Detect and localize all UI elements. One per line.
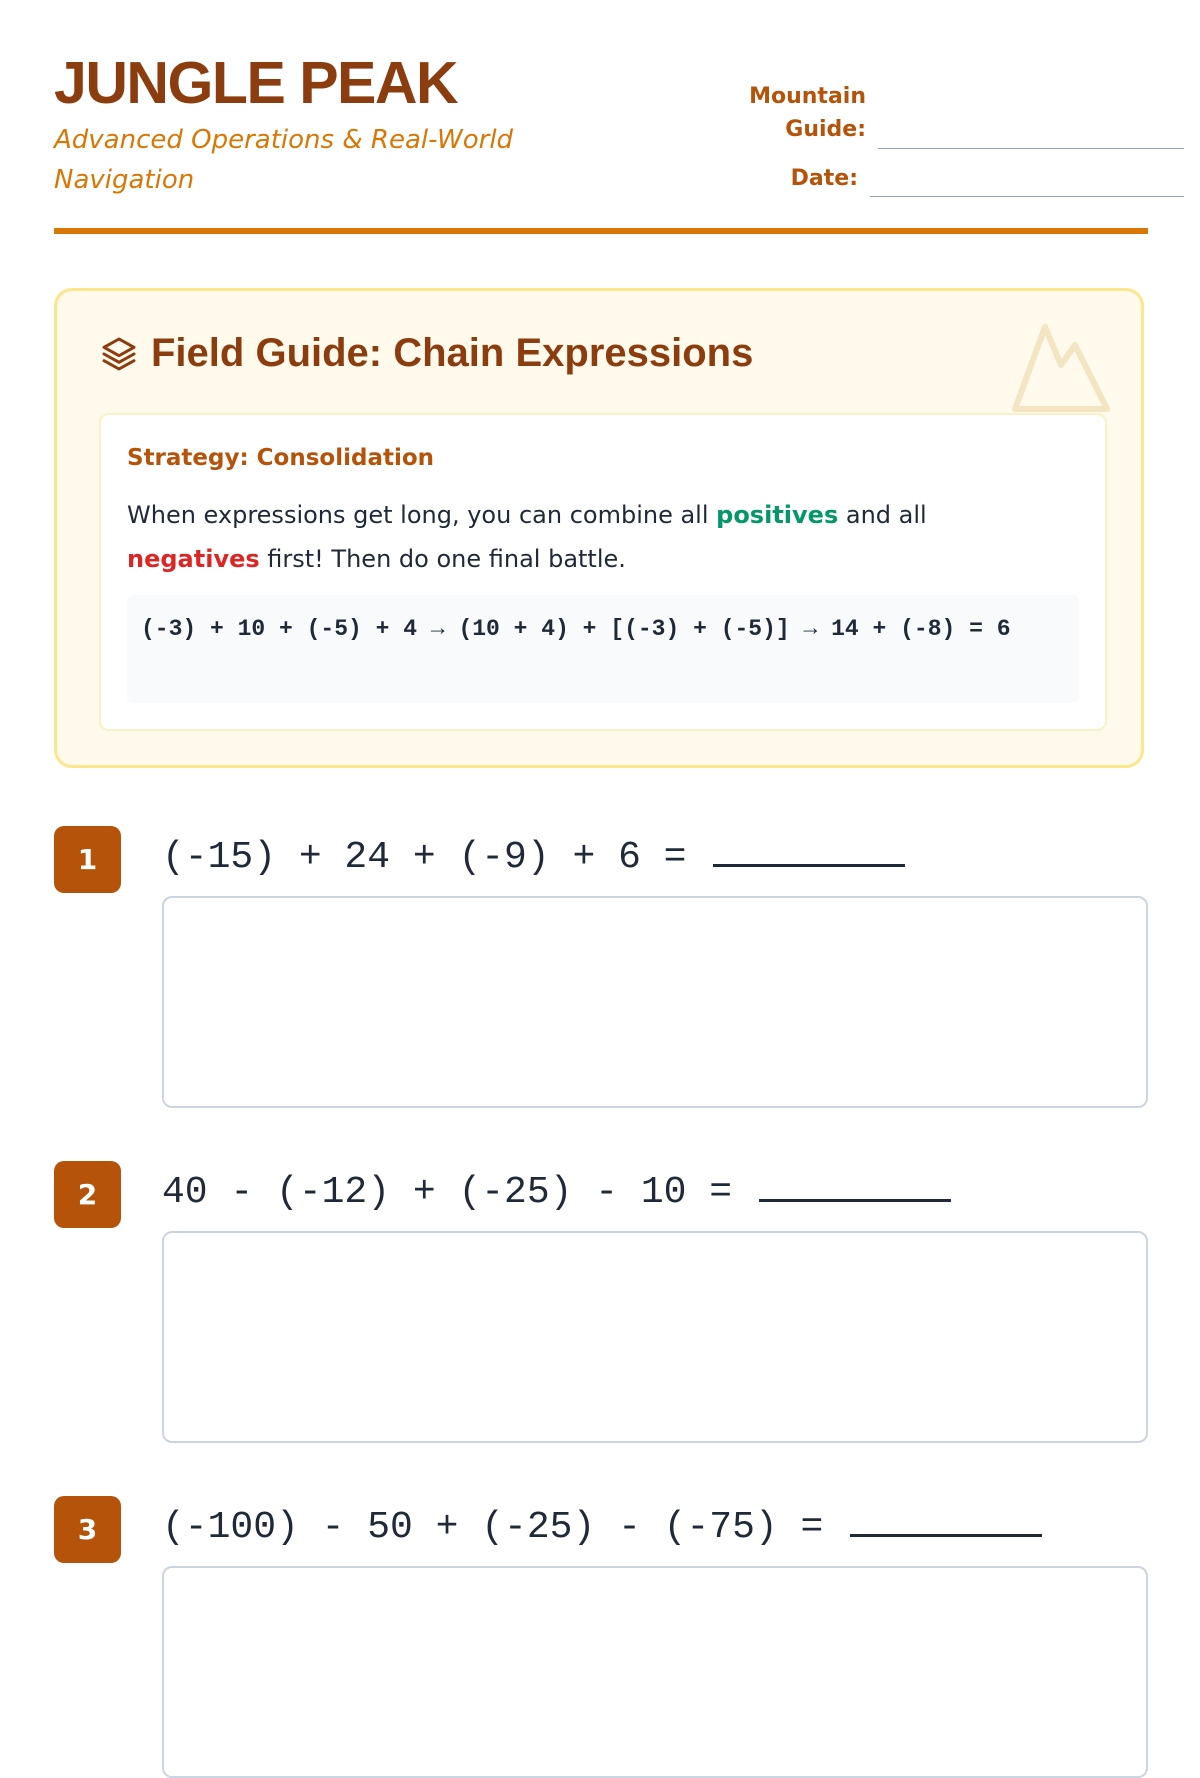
negatives-highlight: negatives xyxy=(127,545,260,573)
problem-expression: (-100) - 50 + (-25) - (-75) = xyxy=(162,1498,1042,1558)
date-field[interactable] xyxy=(694,162,1184,195)
answer-blank[interactable] xyxy=(850,1498,1042,1537)
field-guide-panel xyxy=(54,288,1144,768)
problem-expression: 40 - (-12) + (-25) - 10 = xyxy=(162,1163,951,1223)
problem-expression: (-15) + 24 + (-9) + 6 = xyxy=(162,828,905,888)
page-title: JUNGLE PEAK xyxy=(54,50,458,116)
date-line[interactable] xyxy=(870,196,1184,197)
positives-highlight: positives xyxy=(716,501,839,529)
work-area[interactable] xyxy=(162,1566,1148,1778)
strategy-card xyxy=(99,413,1107,731)
problem-number-badge: 1 xyxy=(54,826,121,893)
worksheet-page xyxy=(54,0,1146,1549)
date-label: Date: xyxy=(790,166,858,191)
answer-blank[interactable] xyxy=(759,1163,951,1202)
mountain-guide-label: Mountain Guide: xyxy=(749,84,866,142)
header-divider xyxy=(54,228,1148,234)
page-subtitle: Advanced Operations & Real-World Navigation xyxy=(54,125,514,195)
answer-blank[interactable] xyxy=(713,828,905,867)
strategy-text: When expressions get long, you can combine all positives and all negatives first! Then do one final battle. xyxy=(127,501,927,573)
worksheet-header xyxy=(54,0,1146,236)
mountain-guide-line[interactable] xyxy=(878,148,1184,149)
mountain-guide-field[interactable] xyxy=(694,80,1184,146)
problem-number-badge: 2 xyxy=(54,1161,121,1228)
mountain-icon xyxy=(1009,319,1113,419)
strategy-title: Strategy: Consolidation xyxy=(127,445,435,471)
work-area[interactable] xyxy=(162,1231,1148,1443)
field-guide-heading xyxy=(99,331,753,376)
work-area[interactable] xyxy=(162,896,1148,1108)
example-expression: (-3) + 10 + (-5) + 4 → (10 + 4) + [(-3) + (-5)] → 14 + (-8) = 6 xyxy=(127,595,1079,703)
layers-icon xyxy=(99,334,139,374)
problem-number-badge: 3 xyxy=(54,1496,121,1563)
field-guide-title: Field Guide: Chain Expressions xyxy=(151,331,754,375)
